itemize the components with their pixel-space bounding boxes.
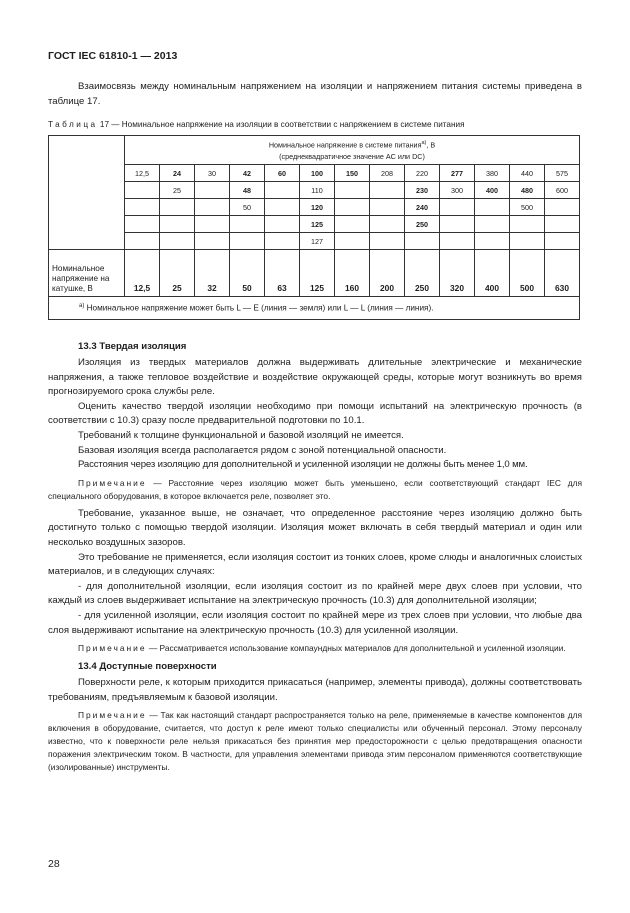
footnote-text: Номинальное напряжение может быть L — E (линия — земля) или L — L (линия — линия).: [86, 303, 434, 313]
supply-voltage-cell: [160, 233, 195, 250]
supply-voltage-cell: 125: [300, 216, 335, 233]
coil-voltage-cell: 250: [405, 250, 440, 297]
supply-voltage-cell: [335, 199, 370, 216]
sec133-p5: Расстояния через изоляцию для дополнительной и усиленной изоляции не должны быть менее 1,0 мм.: [78, 459, 528, 471]
coil-voltage-cell: 32: [195, 250, 230, 297]
supply-voltage-cell: [510, 233, 545, 250]
supply-voltage-cell: 110: [300, 182, 335, 199]
header-line-2: (среднеквадратичное значение AC или DC): [279, 151, 425, 161]
supply-voltage-cell: 42: [230, 165, 265, 182]
supply-voltage-cell: [370, 233, 405, 250]
supply-voltage-cell: [265, 199, 300, 216]
sec133-p3: Требований к толщине функциональной и базовой изоляций не имеется.: [78, 429, 404, 441]
supply-voltage-cell: 480: [510, 182, 545, 199]
note-3-text: — Так как настоящий стандарт распространяется только на реле, применяемые в качестве компонентов для включения в оборудование, считается, что доступ к реле имеют только специалисты или обученный персонал. Этому персоналу известно, что к поверхности реле нельзя прикасаться без принятия мер предосторожности с целью предотвращения опасности поражения электрическим током. В частности, для управления элементами привода этим персоналом применяются соответствующие (изолированные) инструменты.: [48, 710, 582, 773]
note-1-text: — Расстояние через изоляцию может быть уменьшено, если соответствующий стандарт IEC для специального оборудования, в которое включается реле, позволяет это.: [48, 477, 582, 501]
coil-voltage-row: [49, 250, 580, 297]
note-3-word: Примечание: [78, 710, 147, 721]
supply-voltage-cell: [370, 182, 405, 199]
table-footnote-row: [49, 297, 580, 320]
supply-voltage-cell: [440, 199, 475, 216]
supply-voltage-row: [49, 165, 580, 182]
note-2-text: — Рассматривается использование компаундных материалов для дополнительной и усиленной изоляции.: [148, 643, 566, 654]
supply-voltage-cell: [160, 216, 195, 233]
supply-voltage-cell: [265, 216, 300, 233]
supply-voltage-cell: [265, 233, 300, 250]
supply-voltage-cell: 380: [475, 165, 510, 182]
table-caption-text: 17 — Номинальное напряжение на изоляции в соответствии с напряжением в системе питания: [99, 120, 465, 129]
sec133-note-1: [48, 477, 582, 503]
sec133-p8: - для дополнительной изоляции, если изоляция состоит из по крайней мере двух слоев при условии, что каждый из слоев выдерживает испытание на электрическую прочность (10.3) для дополнительной изоляции;: [48, 580, 582, 607]
coil-voltage-cell: 160: [335, 250, 370, 297]
supply-voltage-cell: 25: [160, 182, 195, 199]
section-13-3-heading: 13.3 Твердая изоляция: [78, 341, 187, 352]
supply-voltage-cell: [510, 216, 545, 233]
sec134-note: [48, 709, 582, 774]
note-1-word: Примечание: [78, 477, 147, 488]
sec133-p7: Это требование не применяется, если изоляция состоит из тонких слоев, кроме слюды и аналогичных слоистых материалов, и в следующих случаях:: [48, 551, 582, 578]
table-header-row: [49, 136, 580, 165]
header-line-1: Номинальное напряжение в системе питания: [268, 140, 422, 150]
supply-voltage-cell: [370, 199, 405, 216]
supply-voltage-cell: [195, 182, 230, 199]
supply-voltage-cell: [125, 233, 160, 250]
supply-voltage-cell: 230: [405, 182, 440, 199]
sec134-p1: Поверхности реле, к которым приходится прикасаться (например, элементы привода), должны соответствовать требованиям, предъявляемым к базовой изоляции.: [48, 677, 582, 703]
sec133-p1: Изоляция из твердых материалов должна выдерживать длительные электрические и механические напряжения, а также тепловое воздействие и воздействие окружающей среды, которые могут возникнуть во время прогнозируемого срока службы реле.: [48, 357, 582, 398]
document-code: ГОСТ IEC 61810-1 — 2013: [48, 50, 178, 62]
sec133-p9: - для усиленной изоляции, если изоляция состоит по крайней мере из трех слоев при условии, что любые два слоя выдерживают испытание на электрическую прочность (10.3) для усиленной изоляции.: [48, 609, 582, 636]
supply-voltage-cell: 250: [405, 216, 440, 233]
supply-voltage-cell: 127: [300, 233, 335, 250]
supply-voltage-cell: 277: [440, 165, 475, 182]
intro-paragraph: Взаимосвязь между номинальным напряжением на изоляции и напряжением питания системы приведена в таблице 17.: [48, 81, 582, 107]
table-corner-cell: [49, 136, 125, 250]
coil-voltage-cell: 200: [370, 250, 405, 297]
coil-voltage-cell: 63: [265, 250, 300, 297]
supply-voltage-cell: 600: [545, 182, 580, 199]
sec133-p4: Базовая изоляция всегда располагается рядом с зоной потенциальной опасности.: [78, 444, 447, 456]
supply-voltage-cell: [125, 216, 160, 233]
footnote-mark: а): [79, 303, 85, 310]
table-caption-word: Таблица: [48, 120, 98, 129]
supply-voltage-row: [49, 233, 580, 250]
supply-voltage-cell: [475, 199, 510, 216]
supply-voltage-cell: 575: [545, 165, 580, 182]
supply-voltage-cell: 240: [405, 199, 440, 216]
supply-voltage-cell: [545, 233, 580, 250]
coil-voltage-cell: 400: [475, 250, 510, 297]
sections-flow: [48, 340, 582, 774]
coil-voltage-cell: 125: [300, 250, 335, 297]
supply-voltage-cell: [230, 216, 265, 233]
supply-voltage-cell: [125, 182, 160, 199]
supply-voltage-cell: [440, 216, 475, 233]
coil-voltage-cell: 320: [440, 250, 475, 297]
supply-voltage-cell: [440, 233, 475, 250]
supply-voltage-cell: [335, 216, 370, 233]
supply-voltage-row: [49, 199, 580, 216]
coil-voltage-cell: 630: [545, 250, 580, 297]
supply-voltage-cell: 60: [265, 165, 300, 182]
supply-voltage-cell: 440: [510, 165, 545, 182]
coil-voltage-cell: 12,5: [125, 250, 160, 297]
table-footnote: [49, 297, 580, 320]
supply-voltage-cell: [475, 216, 510, 233]
header-line-1-end: , В: [426, 140, 436, 150]
supply-voltage-cell: 208: [370, 165, 405, 182]
supply-voltage-cell: [370, 216, 405, 233]
supply-voltage-cell: [475, 233, 510, 250]
sec133-p2: Оценить качество твердой изоляции необходимо при помощи испытаний на электрическую прочность (в соответствии с 10.3) сразу после предварительной подготовки по 10.1.: [48, 400, 582, 427]
table-17-block: [48, 119, 582, 320]
supply-voltage-cell: [405, 233, 440, 250]
supply-voltage-cell: 150: [335, 165, 370, 182]
coil-voltage-cell: 500: [510, 250, 545, 297]
supply-voltage-cell: 400: [475, 182, 510, 199]
supply-voltage-cell: [335, 233, 370, 250]
supply-voltage-row: [49, 182, 580, 199]
supply-voltage-cell: [545, 199, 580, 216]
supply-voltage-cell: 12,5: [125, 165, 160, 182]
coil-voltage-label: Номинальное напряжение на катушке, В: [49, 250, 125, 297]
supply-voltage-row: [49, 216, 580, 233]
supply-voltage-cell: [545, 216, 580, 233]
supply-voltage-cell: 100: [300, 165, 335, 182]
sec133-note-2: [48, 642, 582, 655]
table-17: [48, 135, 580, 320]
coil-voltage-cell: 50: [230, 250, 265, 297]
supply-voltage-cell: 50: [230, 199, 265, 216]
coil-voltage-cell: 25: [160, 250, 195, 297]
supply-voltage-cell: [160, 199, 195, 216]
supply-voltage-header: [125, 136, 580, 165]
supply-voltage-cell: [125, 199, 160, 216]
supply-voltage-cell: 120: [300, 199, 335, 216]
supply-voltage-cell: [265, 182, 300, 199]
page-number: 28: [48, 858, 60, 870]
supply-voltage-cell: [195, 233, 230, 250]
section-13-4-heading: 13.4 Доступные поверхности: [78, 661, 217, 673]
table-caption: [48, 119, 582, 131]
note-2-word: Примечание: [78, 643, 147, 654]
header-footnote-mark: а): [421, 140, 427, 147]
supply-voltage-cell: 500: [510, 199, 545, 216]
supply-voltage-cell: [335, 182, 370, 199]
supply-voltage-cell: 300: [440, 182, 475, 199]
supply-voltage-cell: [230, 233, 265, 250]
supply-voltage-cell: 30: [195, 165, 230, 182]
sec133-p6: Требование, указанное выше, не означает, что определенное расстояние через изоляцию должно быть достигнуто только с помощью твердой изоляции. Изоляция может включать в себя твердый материал и один или несколько воздушных зазоров.: [48, 507, 582, 548]
supply-voltage-cell: [195, 199, 230, 216]
supply-voltage-cell: 48: [230, 182, 265, 199]
supply-voltage-cell: [195, 216, 230, 233]
supply-voltage-cell: 220: [405, 165, 440, 182]
supply-voltage-cell: 24: [160, 165, 195, 182]
